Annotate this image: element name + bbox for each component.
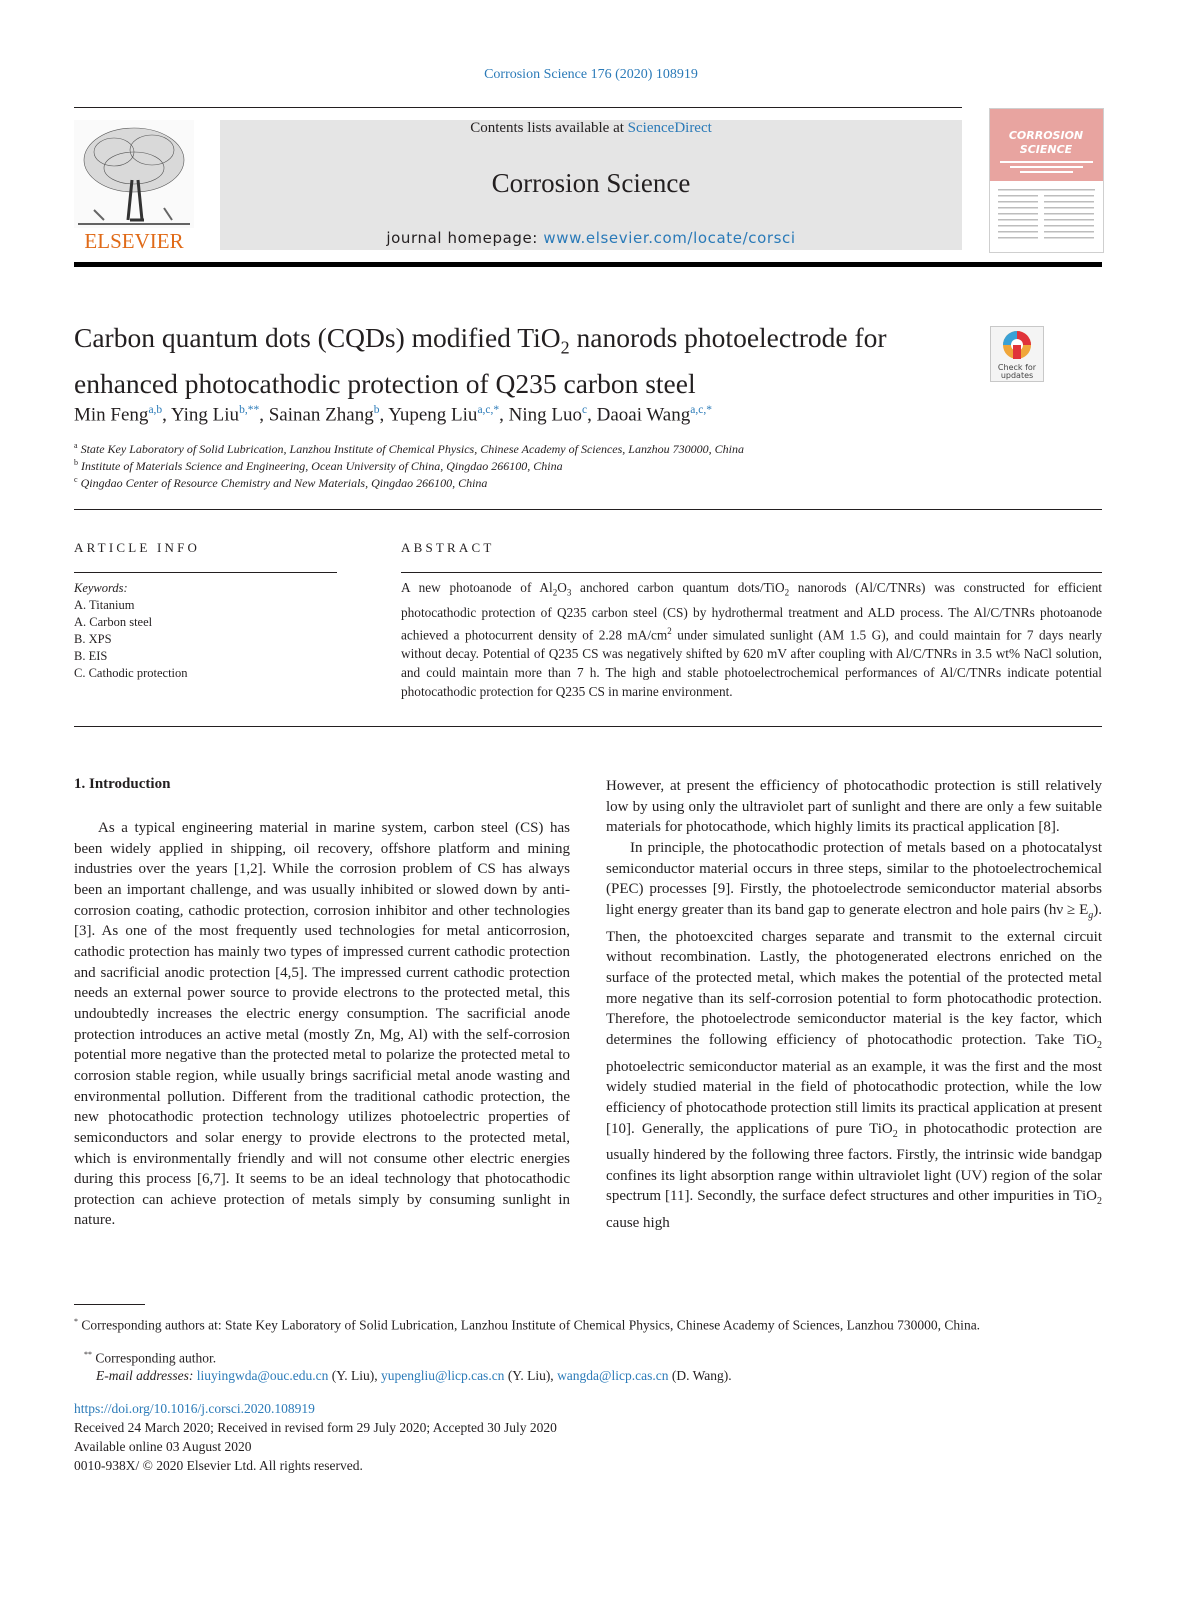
intro-span: photoelectric semiconductor material as an example, it was the first and the most widely studied material in the field of photocathodic protection, while the low efficiency of photocathode protection still limits its practical application at present [10]. Generally, the applications of pure TiO [606, 1058, 1102, 1137]
homepage-line [220, 229, 962, 247]
keyword-item: B. XPS [74, 632, 112, 646]
journal-citation[interactable]: Corrosion Science 176 (2020) 108919 [484, 67, 698, 82]
cover-title-1: CORROSION [1008, 129, 1084, 142]
author-separator: , [162, 404, 171, 426]
keywords-label: Keywords: [74, 581, 128, 595]
footnote-mark: * [74, 1317, 78, 1326]
footnote-corresponding-authors [74, 1312, 1102, 1335]
affiliation-text: Institute of Materials Science and Engineering, Ocean University of China, Qingdao 266100, China [81, 459, 563, 473]
received-dates: Received 24 March 2020; Received in revised form 29 July 2020; Accepted 30 July 2020 [74, 1420, 557, 1435]
email-link[interactable]: liuyingwda@ouc.edu.cn [196, 1368, 329, 1383]
intro-span: in photocathodic protection are usually hindered by the following three factors. Firstly, the intrinsic wide bandgap confines its light absorption range within ultraviolet light (UV) region of the solar spectrum [11]. Secondly, the surface defect structures and other impurities in TiO [606, 1120, 1102, 1205]
intro-span: In principle, the photocathodic protection of metals based on a photocatalyst semiconductor material occurs in three steps, similar to the photoelectrochemical (PEC) processes [9]. Firstly, the photoelectrode semiconductor material absorbs light energy greater than its band gap to generate electron and hole pairs (hν ≥ E [606, 839, 1102, 918]
homepage-prefix: journal homepage: [386, 229, 544, 247]
author-list [74, 404, 712, 426]
contents-line [220, 120, 962, 137]
affiliation-key: a [74, 441, 78, 450]
intro-right-column [606, 776, 1102, 1234]
affiliation-c [74, 475, 487, 491]
keyword-item: A. Carbon steel [74, 615, 153, 629]
sciencedirect-link[interactable]: ScienceDirect [627, 120, 712, 136]
author-separator: , [499, 404, 509, 426]
homepage-link[interactable]: www.elsevier.com/locate/corsci [543, 229, 796, 247]
affiliation-rule [74, 509, 1102, 510]
affiliation-key: b [74, 458, 78, 467]
affiliation-key: c [74, 475, 78, 484]
author-affiliation-mark[interactable]: c [582, 404, 588, 416]
author-name: Ying Liu [170, 404, 240, 426]
elsevier-logo[interactable] [74, 120, 194, 252]
author-name: Sainan Zhang [268, 404, 374, 426]
author-separator: , [259, 404, 269, 426]
journal-banner [220, 120, 962, 250]
abstract-bottom-rule [74, 726, 1102, 727]
article-info-rule [74, 572, 337, 573]
affiliation-a [74, 441, 744, 457]
section-heading-introduction: 1. Introduction [74, 776, 171, 792]
email-owner: (Y. Liu), [504, 1368, 558, 1383]
title-part-2: nanorods photoelectrode for enhanced photocathodic protection of Q235 carbon steel [74, 322, 887, 399]
intro-paragraph [606, 838, 1102, 1234]
header-rule [74, 107, 962, 108]
intro-paragraph: As a typical engineering material in marine system, carbon steel (CS) has been widely applied in shipping, oil recovery, offshore platform and mining industries over the years [1,2]. While the corrosion problem of CS has always been an important challenge, and was usually inhibited or slowed down by anti-corrosion coating, cathodic protection, corrosion inhibitor and other technologies [3]. As one of the most frequently used technologies for metal anticorrosion, cathodic protection has mainly two types of impressed current cathodic protection and sacrificial anodic protection [4,5]. The impressed current cathodic protection needs an external power source to provide electrons to the protected metal, this undoubtedly increases the electric energy consumption. The sacrificial anode protection introduces an active metal (mostly Zn, Mg, Al) with the self-corrosion potential more negative than the protected metal to polarize the protected metal to corrosion stable region, while usually brings sacrificial metal anode wasting and environmental pollution. Different from the traditional cathodic protection, the new photocathodic protection technology utilizes photoelectric properties of semiconductors and solar energy to provide electrons to the protected metal, which is environmentally friendly and will not consume other electric energies during this process [6,7]. It seems to be an ideal technology that photocathodic protection can achieve protection of metals simply by consuming sunlight in nature. [74, 820, 570, 1229]
cover-image-icon [990, 109, 1103, 252]
contents-prefix: Contents lists available at [470, 120, 628, 136]
abstract-heading: ABSTRACT [401, 540, 495, 555]
abstract-sub: 3 [566, 587, 572, 598]
publisher-name: ELSEVIER [84, 229, 184, 252]
keyword-item: C. Cathodic protection [74, 666, 188, 680]
abstract-rule [401, 572, 1102, 573]
abstract-sub: 2 [784, 587, 790, 598]
intro-left-column [74, 818, 570, 1231]
check-for-updates-badge[interactable] [990, 326, 1044, 382]
author-name: Daoai Wang [596, 404, 691, 426]
header-thick-rule [74, 262, 1102, 267]
cover-title-2: SCIENCE [1019, 143, 1073, 156]
intro-span: ). Then, the photoexcited charges separate and transmit to the external circuit without recombination. Lastly, the photogenerated electrons enriched on the surface of the protected metal, which makes the potential of the protected metal more negative than its self-corrosion potential to form photocathodic protection. Therefore, the photoelectrode semiconductor material is the key factor, which determines the following efficiency of photocathodic protection. Take TiO [606, 901, 1102, 1048]
elsevier-tree-icon [74, 120, 194, 252]
abstract-span: under simulated sunlight (AM 1.5 G), and could maintain for 7 days nearly without decay. Potential of Q235 CS was negatively shifted by 620 mV after coupling with Al/C/TNRs in 3.5 wt% NaCl solution, and could maintain more than 7 h. The high and stable photoelectrochemical performances of Al/C/TNRs indicate potential photocathodic protection for Q235 CS in marine environment. [401, 627, 1102, 700]
footnote-emails [96, 1368, 732, 1384]
keyword-item: B. EIS [74, 649, 108, 663]
author-separator: , [587, 404, 597, 426]
abstract-span: nanorods (Al/C/TNRs) was constructed for efficient photocathodic protection of Q235 carbon steel (CS) by hydrothermal treatment and ALD process. The Al/C/TNRs photoanode achieved a photocurrent density of 2.28 mA/cm [401, 580, 1103, 643]
author-affiliation-mark[interactable]: a,c,* [690, 404, 712, 416]
intro-sub: g [1088, 909, 1094, 921]
available-online: Available online 03 August 2020 [74, 1439, 252, 1454]
intro-sub: 2 [1097, 1039, 1102, 1051]
intro-sub: 2 [1097, 1196, 1102, 1208]
article-title [74, 320, 974, 402]
article-info-heading: ARTICLE INFO [74, 540, 201, 555]
abstract-span: anchored carbon quantum dots/TiO [571, 580, 785, 595]
journal-title: Corrosion Science [491, 168, 691, 198]
author-name: Ning Luo [508, 404, 583, 426]
crossmark-line-2: updates [1000, 371, 1034, 380]
affiliation-text: State Key Laboratory of Solid Lubrication, Lanzhou Institute of Chemical Physics, Chinese Academy of Sciences, Lanzhou 730000, China [80, 442, 744, 456]
journal-cover-thumbnail[interactable] [989, 108, 1104, 253]
affiliation-b [74, 458, 563, 474]
abstract-span: A new photoanode of Al [401, 580, 553, 595]
footnote-mark: ** [84, 1350, 92, 1359]
footnote-text: Corresponding authors at: State Key Laboratory of Solid Lubrication, Lanzhou Institute of Chemical Physics, Chinese Academy of Sciences, Lanzhou 730000, China. [81, 1317, 981, 1333]
footnote-rule [74, 1304, 145, 1305]
abstract-sub: 2 [552, 587, 558, 598]
title-part-1: Carbon quantum dots (CQDs) modified TiO [74, 322, 561, 353]
keyword-item: A. Titanium [74, 598, 135, 612]
affiliation-text: Qingdao Center of Resource Chemistry and New Materials, Qingdao 266100, China [80, 476, 488, 490]
doi-link[interactable]: https://doi.org/10.1016/j.corsci.2020.108919 [74, 1401, 315, 1416]
crossmark-icon [990, 326, 1044, 382]
copyright-line: 0010-938X/ © 2020 Elsevier Ltd. All rights reserved. [74, 1458, 363, 1473]
author-affiliation-mark[interactable]: b [373, 404, 380, 416]
abstract-text [401, 578, 1102, 701]
author-name: Min Feng [74, 404, 149, 426]
author-name: Yupeng Liu [388, 404, 478, 426]
title-subscript: 2 [560, 337, 570, 358]
author-affiliation-mark[interactable]: a,b [148, 404, 163, 416]
intro-sub: 2 [892, 1128, 898, 1140]
email-owner: (Y. Liu), [328, 1368, 382, 1383]
footnote-text: Corresponding author. [95, 1350, 217, 1366]
email-owner: (D. Wang). [668, 1368, 732, 1383]
author-separator: , [379, 404, 389, 426]
author-affiliation-mark[interactable]: a,c,* [477, 404, 500, 416]
abstract-sup: 2 [667, 625, 672, 636]
email-link[interactable]: yupengliu@licp.cas.cn [381, 1368, 505, 1383]
author-affiliation-mark[interactable]: b,** [239, 404, 260, 416]
intro-paragraph: However, at present the efficiency of photocathodic protection is still relatively low by using only the ultraviolet part of sunlight and there are only a few suitable materials for photocathode, which highly limits its practical application [8]. [606, 778, 1102, 836]
intro-span: cause high [606, 1215, 670, 1232]
abstract-span: O [557, 580, 567, 595]
email-label: E-mail addresses: [96, 1368, 194, 1383]
email-link[interactable]: wangda@licp.cas.cn [557, 1368, 669, 1383]
footnote-corresponding-author [84, 1350, 216, 1367]
crossmark-line-1: Check for [997, 363, 1037, 372]
